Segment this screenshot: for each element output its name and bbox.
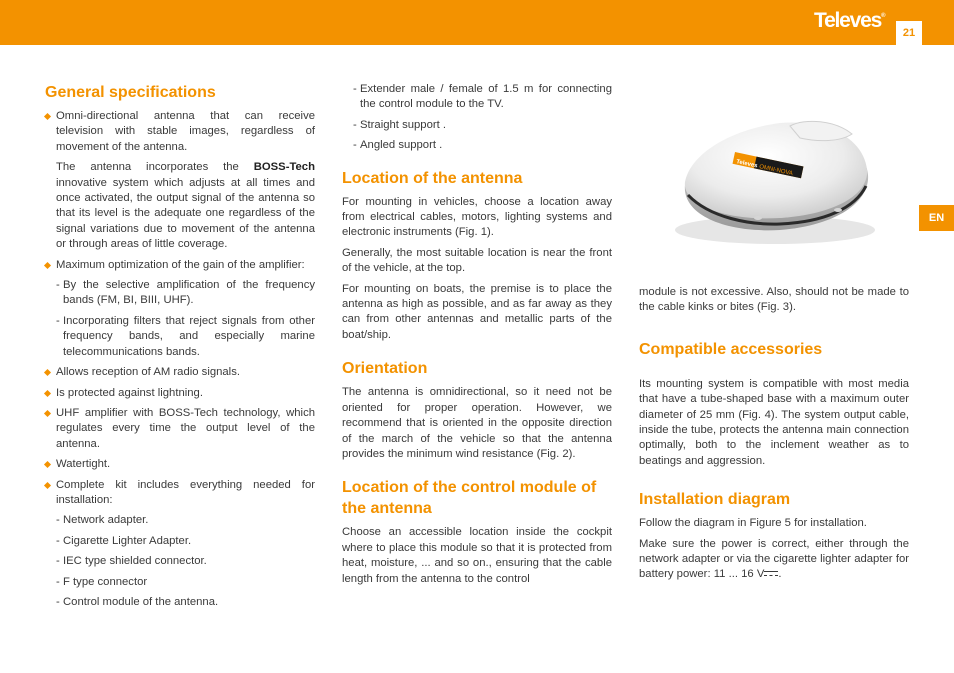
column-accessories <box>639 285 909 588</box>
heading-general-specifications: General specifications <box>45 84 216 101</box>
bullet-diamond-icon <box>44 262 51 269</box>
spec-item: Omni-directional antenna that can receive television with stable images, regardless of movement of the antenna. <box>45 109 315 155</box>
bullet-diamond-icon <box>44 410 51 417</box>
spec-item: Watertight. <box>45 457 315 472</box>
bullet-diamond-icon <box>44 481 51 488</box>
column-location <box>342 82 612 592</box>
location-paragraph: Generally, the most suitable location is near the front of the vehicle, at the top. <box>342 246 612 275</box>
heading-orientation: Orientation <box>342 360 428 378</box>
bullet-diamond-icon <box>44 389 51 396</box>
spec-item: Maximum optimization of the gain of the amplifier: <box>45 258 315 273</box>
location-paragraph: For mounting on boats, the premise is to place the antenna as high as possible, and as far away as they can from other antennas and metallic parts of the boat/ship. <box>342 282 612 341</box>
kit-item: - IEC type shielded connector. <box>56 555 207 568</box>
heading-control-module: Location of the control module of the antenna <box>342 479 597 518</box>
bullet-diamond-icon <box>44 113 51 120</box>
column-general-specifications <box>45 82 315 615</box>
bullet-diamond-icon <box>44 369 51 376</box>
orientation-paragraph: The antenna is omnidirectional, so it need not be oriented for proper operation. However, we recommend that is oriented in the opposite direction of the march of the vehicle so that the antenna provides the minimum wind resistance (Fig. 2). <box>342 386 612 460</box>
boss-tech-paragraph: The antenna incorporates the BOSS-Tech innovative system which adjusts at all times and once activated, the output signal of the antenna so that its level is the adequate one regardless of the signal variations due to movement of the antenna or through areas of little coverage. <box>56 161 315 251</box>
spec-item: Allows reception of AM radio signals. <box>45 365 315 380</box>
bullet-diamond-icon <box>44 461 51 468</box>
page-number: 21 <box>896 21 922 45</box>
continued-paragraph: module is not excessive. Also, should not be made to the cable kinks or bites (Fig. 3). <box>639 286 909 314</box>
dc-voltage-icon <box>764 570 778 578</box>
installation-paragraph: Follow the diagram in Figure 5 for installation. <box>639 517 867 530</box>
kit-item: - F type connector <box>56 575 148 588</box>
spec-subitem: - By the selective amplification of the frequency bands (FM, BI, BIII, UHF). <box>56 279 315 307</box>
antenna-product-photo <box>640 90 910 260</box>
accessories-paragraph: Its mounting system is compatible with most media that have a tube-shaped base with a maximum outer diameter of 25 mm (Fig. 4). The system output cable, inside the tube, protects the antenna main connection optimally, both to the inclement weather as to beatings and aggression. <box>639 377 909 467</box>
photo-label-brand: Televes <box>735 159 758 170</box>
kit-item: - Extender male / female of 1.5 m for connecting the control module to the TV. <box>353 83 612 111</box>
spec-item: Is protected against lightning. <box>45 386 315 401</box>
photo-label-model: OMNI-NOVA <box>758 164 794 178</box>
control-module-paragraph: Choose an accessible location inside the cockpit where to place this module so that it is protected from heat, moisture, ... and so on., ensuring that the cable length from the antenna to the control <box>342 526 612 585</box>
spec-item: UHF amplifier with BOSS-Tech technology, which regulates every time the output level of the antenna. <box>45 406 315 452</box>
installation-paragraph: Make sure the power is correct, either through the network adapter or via the cigarette lighter adapter for battery power: 11 ... 16 V . <box>639 537 909 581</box>
kit-item: - Control module of the antenna. <box>56 595 219 608</box>
kit-item: - Straight support . <box>353 118 447 131</box>
kit-item: - Cigarette Lighter Adapter. <box>56 534 192 547</box>
heading-location-antenna: Location of the antenna <box>342 169 523 187</box>
heading-compatible-accessories: Compatible accessories <box>639 340 823 358</box>
location-paragraph: For mounting in vehicles, choose a location away from electrical cables, motors, lighting systems and electronic instruments (Fig. 1). <box>342 195 612 239</box>
kit-item: - Network adapter. <box>56 514 149 527</box>
language-tab-en[interactable]: EN <box>919 205 954 231</box>
heading-installation-diagram: Installation diagram <box>639 491 791 509</box>
spec-subitem: - Incorporating filters that reject signals from other frequency bands, and especially marine telecommunications bands. <box>56 314 315 358</box>
televes-logo: Televes® <box>814 9 886 32</box>
kit-item: - Angled support . <box>353 139 443 152</box>
spec-item: Complete kit includes everything needed for installation: <box>45 478 315 509</box>
header-bar <box>0 0 954 45</box>
